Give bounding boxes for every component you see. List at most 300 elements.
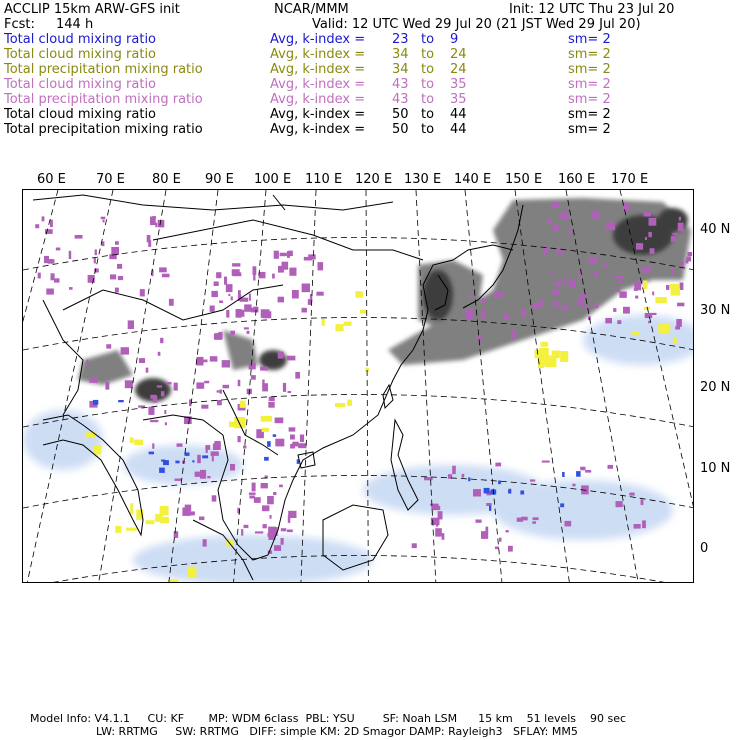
- purple-patch: [275, 439, 284, 447]
- yellow-patch: [261, 416, 272, 422]
- legend-avg: Avg, k-index =: [270, 77, 366, 92]
- purple-patch: [253, 272, 255, 280]
- lon-label: 90 E: [205, 172, 234, 187]
- purple-patch: [56, 248, 61, 251]
- purple-patch: [146, 368, 149, 373]
- purple-patch: [249, 493, 256, 495]
- purple-patch: [38, 273, 41, 279]
- purple-patch: [50, 220, 53, 227]
- blue-patch: [468, 477, 470, 481]
- legend-to: to: [421, 32, 435, 47]
- yellow-patch: [240, 401, 246, 408]
- purple-patch: [634, 288, 638, 291]
- purple-patch: [236, 309, 242, 318]
- lat-label: 40 N: [700, 222, 731, 237]
- yellow-patch: [360, 310, 366, 314]
- blue-patch: [562, 472, 565, 477]
- legend-k1: 23: [392, 32, 409, 47]
- purple-patch: [243, 445, 246, 448]
- purple-patch: [289, 427, 296, 431]
- blue-patch: [520, 491, 524, 495]
- purple-patch: [177, 443, 183, 446]
- purple-patch: [681, 261, 684, 267]
- purple-patch: [435, 528, 442, 536]
- purple-patch: [69, 251, 72, 259]
- purple-patch: [615, 289, 620, 292]
- yellow-patch: [130, 503, 133, 514]
- purple-patch: [316, 292, 323, 296]
- purple-patch: [287, 356, 296, 361]
- purple-patch: [442, 533, 445, 540]
- purple-patch: [206, 449, 208, 453]
- yellow-patch: [671, 288, 681, 295]
- lon-label: 150 E: [505, 172, 543, 187]
- forecast-map: [22, 189, 694, 583]
- purple-patch: [138, 405, 145, 407]
- legend-k1: 34: [392, 47, 409, 62]
- legend-k2: 35: [450, 77, 467, 92]
- blue-patch: [192, 460, 194, 462]
- yellow-patch: [322, 319, 325, 326]
- purple-patch: [581, 293, 589, 298]
- purple-patch: [230, 464, 235, 471]
- purple-patch: [263, 524, 267, 528]
- purple-patch: [533, 517, 539, 520]
- purple-patch: [262, 505, 269, 511]
- purple-patch: [634, 524, 641, 529]
- purple-patch: [103, 220, 105, 223]
- purple-patch: [210, 306, 215, 312]
- legend-avg: Avg, k-index =: [270, 47, 366, 62]
- blue-patch: [576, 471, 581, 477]
- purple-patch: [287, 251, 290, 258]
- purple-patch: [232, 263, 240, 266]
- purple-patch: [649, 265, 652, 269]
- purple-patch: [278, 352, 284, 359]
- blue-patch: [149, 452, 154, 455]
- yellow-patch: [560, 351, 568, 362]
- purple-patch: [220, 389, 222, 393]
- purple-patch: [649, 218, 657, 226]
- purple-patch: [521, 308, 526, 316]
- purple-patch: [152, 216, 156, 218]
- blue-patch: [489, 506, 491, 511]
- purple-patch: [115, 288, 119, 293]
- blue-patch: [175, 461, 179, 464]
- purple-patch: [273, 492, 276, 495]
- legend-to: to: [421, 47, 435, 62]
- legend-k2: 9: [450, 32, 459, 47]
- purple-patch: [605, 318, 612, 323]
- legend-field: Total precipitation mixing ratio: [4, 122, 203, 137]
- purple-patch: [244, 525, 249, 528]
- legend-to: to: [421, 92, 435, 107]
- purple-patch: [603, 263, 607, 268]
- purple-patch: [680, 283, 684, 291]
- purple-patch: [244, 327, 249, 329]
- purple-patch: [563, 209, 567, 211]
- purple-patch: [431, 506, 440, 510]
- purple-patch: [249, 496, 255, 499]
- purple-patch: [642, 520, 646, 528]
- purple-patch: [212, 453, 214, 461]
- purple-patch: [224, 277, 227, 285]
- purple-patch: [533, 303, 541, 308]
- purple-patch: [249, 363, 256, 369]
- lon-label: 140 E: [454, 172, 492, 187]
- purple-patch: [495, 463, 501, 467]
- purple-patch: [269, 397, 275, 401]
- purple-patch: [139, 358, 145, 363]
- purple-patch: [580, 467, 585, 471]
- purple-patch: [635, 296, 638, 299]
- purple-patch: [175, 479, 182, 481]
- purple-patch: [174, 531, 179, 538]
- legend-field: Total cloud mixing ratio: [4, 107, 157, 122]
- lon-label: 120 E: [355, 172, 393, 187]
- purple-patch: [231, 296, 233, 300]
- legend-field: Total precipitation mixing ratio: [4, 62, 203, 77]
- purple-patch: [551, 272, 554, 275]
- purple-patch: [222, 360, 230, 367]
- yellow-patch: [335, 324, 343, 331]
- lat-label: 30 N: [700, 303, 731, 318]
- purple-patch: [241, 529, 243, 536]
- purple-patch: [290, 444, 295, 449]
- purple-patch: [318, 262, 324, 270]
- purple-patch: [155, 223, 157, 228]
- purple-patch: [677, 303, 684, 307]
- legend-sm: sm= 2: [568, 122, 611, 137]
- purple-patch: [219, 301, 223, 304]
- meridian-line: [301, 190, 316, 583]
- purple-patch: [238, 380, 241, 386]
- purple-patch: [572, 484, 575, 487]
- purple-patch: [157, 385, 162, 387]
- purple-patch: [252, 483, 256, 492]
- purple-patch: [118, 276, 123, 280]
- meridian-line: [465, 190, 502, 583]
- legend-to: to: [421, 77, 435, 92]
- purple-patch: [94, 257, 96, 263]
- lon-label: 80 E: [152, 172, 181, 187]
- purple-patch: [228, 294, 230, 296]
- purple-patch: [559, 213, 565, 219]
- purple-patch: [292, 290, 299, 299]
- yellow-patch: [188, 567, 197, 578]
- purple-patch: [424, 477, 433, 480]
- yellow-patch: [262, 428, 269, 432]
- legend-k2: 24: [450, 47, 467, 62]
- purple-patch: [46, 289, 54, 295]
- blue-patch: [264, 457, 269, 461]
- purple-patch: [233, 272, 241, 276]
- purple-patch: [302, 284, 310, 293]
- purple-patch: [298, 443, 306, 448]
- legend-avg: Avg, k-index =: [270, 107, 366, 122]
- purple-patch: [542, 461, 550, 463]
- purple-patch: [462, 474, 465, 478]
- map-canvas: [23, 190, 694, 583]
- purple-patch: [128, 320, 134, 329]
- legend-k2: 44: [450, 107, 467, 122]
- legend-sm: sm= 2: [568, 62, 611, 77]
- yellow-patch: [541, 342, 549, 347]
- legend-field: Total cloud mixing ratio: [4, 77, 157, 92]
- purple-patch: [162, 274, 170, 278]
- lon-label: 110 E: [305, 172, 343, 187]
- purple-patch: [562, 306, 569, 310]
- yellow-patch: [146, 520, 155, 524]
- purple-patch: [174, 383, 178, 391]
- meridian-line: [233, 190, 266, 583]
- yellow-patch: [670, 284, 679, 289]
- blue-patch: [498, 481, 501, 485]
- yellow-patch: [552, 351, 560, 359]
- legend-field: Total cloud mixing ratio: [4, 32, 157, 47]
- legend-avg: Avg, k-index =: [270, 122, 366, 137]
- purple-patch: [54, 278, 60, 282]
- purple-patch: [275, 418, 284, 424]
- purple-patch: [115, 241, 119, 245]
- purple-patch: [213, 444, 221, 451]
- purple-patch: [494, 292, 502, 298]
- purple-patch: [105, 382, 109, 390]
- purple-patch: [195, 472, 201, 477]
- purple-patch: [593, 212, 600, 218]
- model-info-line1: Model Info: V4.1.1 CU: KF MP: WDM 6class PBL: YSU SF: Noah LSM 15 km 51 levels 90 sec: [30, 712, 627, 725]
- purple-patch: [230, 331, 235, 335]
- purple-patch: [86, 360, 88, 367]
- purple-patch: [150, 395, 156, 399]
- yellow-patch: [658, 323, 670, 333]
- purple-patch: [261, 309, 270, 318]
- purple-patch: [555, 282, 563, 286]
- legend-k1: 43: [392, 77, 409, 92]
- purple-patch: [244, 304, 251, 311]
- yellow-patch: [115, 526, 121, 533]
- purple-patch: [481, 310, 485, 319]
- meridian-line: [416, 190, 436, 583]
- lon-label: 100 E: [254, 172, 292, 187]
- fcst-value: 144 h: [56, 17, 94, 32]
- purple-patch: [481, 531, 488, 539]
- purple-patch: [473, 489, 481, 496]
- purple-patch: [499, 538, 502, 542]
- purple-patch: [106, 344, 111, 348]
- purple-patch: [554, 301, 559, 307]
- purple-patch: [577, 298, 584, 305]
- purple-patch: [200, 470, 206, 479]
- purple-patch: [589, 257, 598, 264]
- legend-sm: sm= 2: [568, 32, 611, 47]
- purple-patch: [251, 375, 256, 380]
- purple-patch: [95, 249, 97, 255]
- purple-patch: [465, 309, 473, 317]
- purple-patch: [569, 280, 576, 288]
- purple-patch: [508, 546, 513, 552]
- purple-patch: [645, 313, 653, 318]
- purple-patch: [207, 476, 210, 478]
- purple-patch: [249, 294, 251, 301]
- purple-patch: [111, 247, 119, 255]
- purple-patch: [251, 308, 259, 313]
- purple-patch: [283, 383, 286, 392]
- purple-patch: [552, 202, 560, 207]
- purple-patch: [564, 276, 566, 284]
- blue-patch: [267, 441, 271, 447]
- lon-label: 70 E: [96, 172, 125, 187]
- purple-patch: [644, 212, 652, 217]
- purple-patch: [278, 266, 284, 273]
- legend-to: to: [421, 107, 435, 122]
- legend-k2: 24: [450, 62, 467, 77]
- purple-patch: [158, 352, 161, 356]
- purple-patch: [148, 407, 154, 415]
- blue-patch: [508, 490, 510, 493]
- purple-patch: [201, 405, 208, 409]
- purple-patch: [214, 282, 219, 287]
- legend-avg: Avg, k-index =: [270, 32, 366, 47]
- valid-time: Valid: 12 UTC Wed 29 Jul 20 (21 JST Wed 29 Jul 20): [312, 17, 641, 32]
- purple-patch: [302, 308, 307, 313]
- purple-patch: [247, 331, 250, 334]
- purple-patch: [504, 314, 510, 320]
- init-time: Init: 12 UTC Thu 23 Jul 20: [509, 2, 675, 17]
- purple-patch: [290, 435, 295, 440]
- yellow-patch: [347, 400, 352, 406]
- purple-patch: [623, 307, 630, 314]
- purple-patch: [650, 248, 655, 254]
- purple-patch: [288, 515, 291, 523]
- purple-patch: [616, 276, 625, 279]
- legend-field: Total cloud mixing ratio: [4, 47, 157, 62]
- purple-patch: [226, 310, 229, 318]
- legend-avg: Avg, k-index =: [270, 92, 366, 107]
- purple-patch: [42, 216, 45, 221]
- purple-patch: [671, 267, 673, 275]
- purple-patch: [117, 264, 122, 269]
- purple-patch: [169, 299, 174, 306]
- yellow-patch: [134, 440, 143, 446]
- legend-field: Total precipitation mixing ratio: [4, 92, 203, 107]
- purple-patch: [51, 273, 55, 280]
- purple-patch: [617, 282, 622, 284]
- purple-patch: [274, 545, 281, 551]
- purple-patch: [196, 382, 204, 388]
- legend-k1: 50: [392, 107, 409, 122]
- purple-patch: [187, 505, 190, 510]
- yellow-patch: [155, 514, 163, 522]
- legend-sm: sm= 2: [568, 77, 611, 92]
- yellow-patch: [643, 281, 647, 290]
- blue-patch: [202, 455, 208, 458]
- purple-patch: [281, 538, 284, 545]
- lat-label: 0: [700, 541, 709, 556]
- purple-patch: [521, 517, 528, 521]
- yellow-patch: [355, 291, 363, 298]
- yellow-patch: [344, 322, 352, 326]
- purple-patch: [267, 496, 274, 504]
- purple-patch: [645, 237, 647, 240]
- purple-patch: [617, 320, 621, 324]
- purple-patch: [532, 521, 536, 524]
- purple-patch: [606, 223, 615, 231]
- blue-patch: [118, 400, 124, 402]
- purple-patch: [452, 466, 456, 474]
- legend-to: to: [421, 62, 435, 77]
- purple-patch: [270, 515, 272, 519]
- purple-patch: [594, 304, 598, 308]
- purple-patch: [35, 224, 39, 228]
- model-info-line2: LW: RRTMG SW: RRTMG DIFF: simple KM: 2D Smagor DAMP: Rayleigh3 SFLAY: MM5: [96, 725, 578, 738]
- purple-patch: [675, 326, 680, 329]
- purple-patch: [160, 338, 163, 343]
- legend-avg: Avg, k-index =: [270, 62, 366, 77]
- purple-patch: [569, 227, 572, 235]
- purple-patch: [274, 251, 279, 259]
- purple-patch: [547, 220, 552, 224]
- purple-patch: [281, 528, 287, 531]
- legend-k1: 50: [392, 122, 409, 137]
- lon-label: 130 E: [404, 172, 442, 187]
- purple-patch: [619, 292, 626, 298]
- purple-patch: [69, 287, 73, 290]
- purple-patch: [530, 479, 535, 481]
- yellow-patch: [130, 437, 134, 443]
- purple-patch: [211, 291, 218, 297]
- purple-patch: [482, 298, 485, 303]
- purple-patch: [608, 465, 614, 469]
- purple-patch: [75, 235, 83, 239]
- purple-patch: [150, 420, 158, 422]
- purple-patch: [259, 272, 266, 278]
- purple-patch: [585, 470, 591, 473]
- purple-patch: [552, 290, 560, 295]
- blue-patch: [159, 468, 165, 473]
- lat-label: 10 N: [700, 461, 731, 476]
- purple-patch: [166, 382, 171, 384]
- meridian-line: [366, 190, 368, 583]
- purple-patch: [210, 356, 218, 361]
- legend-k2: 44: [450, 122, 467, 137]
- purple-patch: [412, 543, 417, 548]
- purple-patch: [565, 521, 572, 527]
- purple-patch: [476, 520, 482, 523]
- legend-sm: sm= 2: [568, 47, 611, 62]
- purple-patch: [226, 284, 233, 292]
- purple-patch: [687, 252, 692, 256]
- purple-patch: [672, 233, 677, 235]
- purple-patch: [260, 367, 268, 371]
- purple-patch: [679, 217, 681, 221]
- purple-patch: [686, 259, 689, 263]
- map-title: ACCLIP 15km ARW-GFS init: [4, 2, 180, 17]
- blue-patch: [560, 503, 564, 507]
- purple-patch: [279, 485, 283, 488]
- purple-patch: [203, 539, 207, 546]
- meridian-line: [23, 190, 58, 583]
- purple-patch: [636, 243, 643, 250]
- purple-patch: [289, 268, 296, 276]
- meridian-line: [27, 190, 113, 583]
- purple-patch: [268, 402, 274, 408]
- purple-patch: [238, 436, 241, 442]
- purple-patch: [666, 285, 669, 290]
- purple-patch: [164, 410, 166, 414]
- purple-patch: [272, 274, 275, 279]
- purple-patch: [278, 297, 284, 303]
